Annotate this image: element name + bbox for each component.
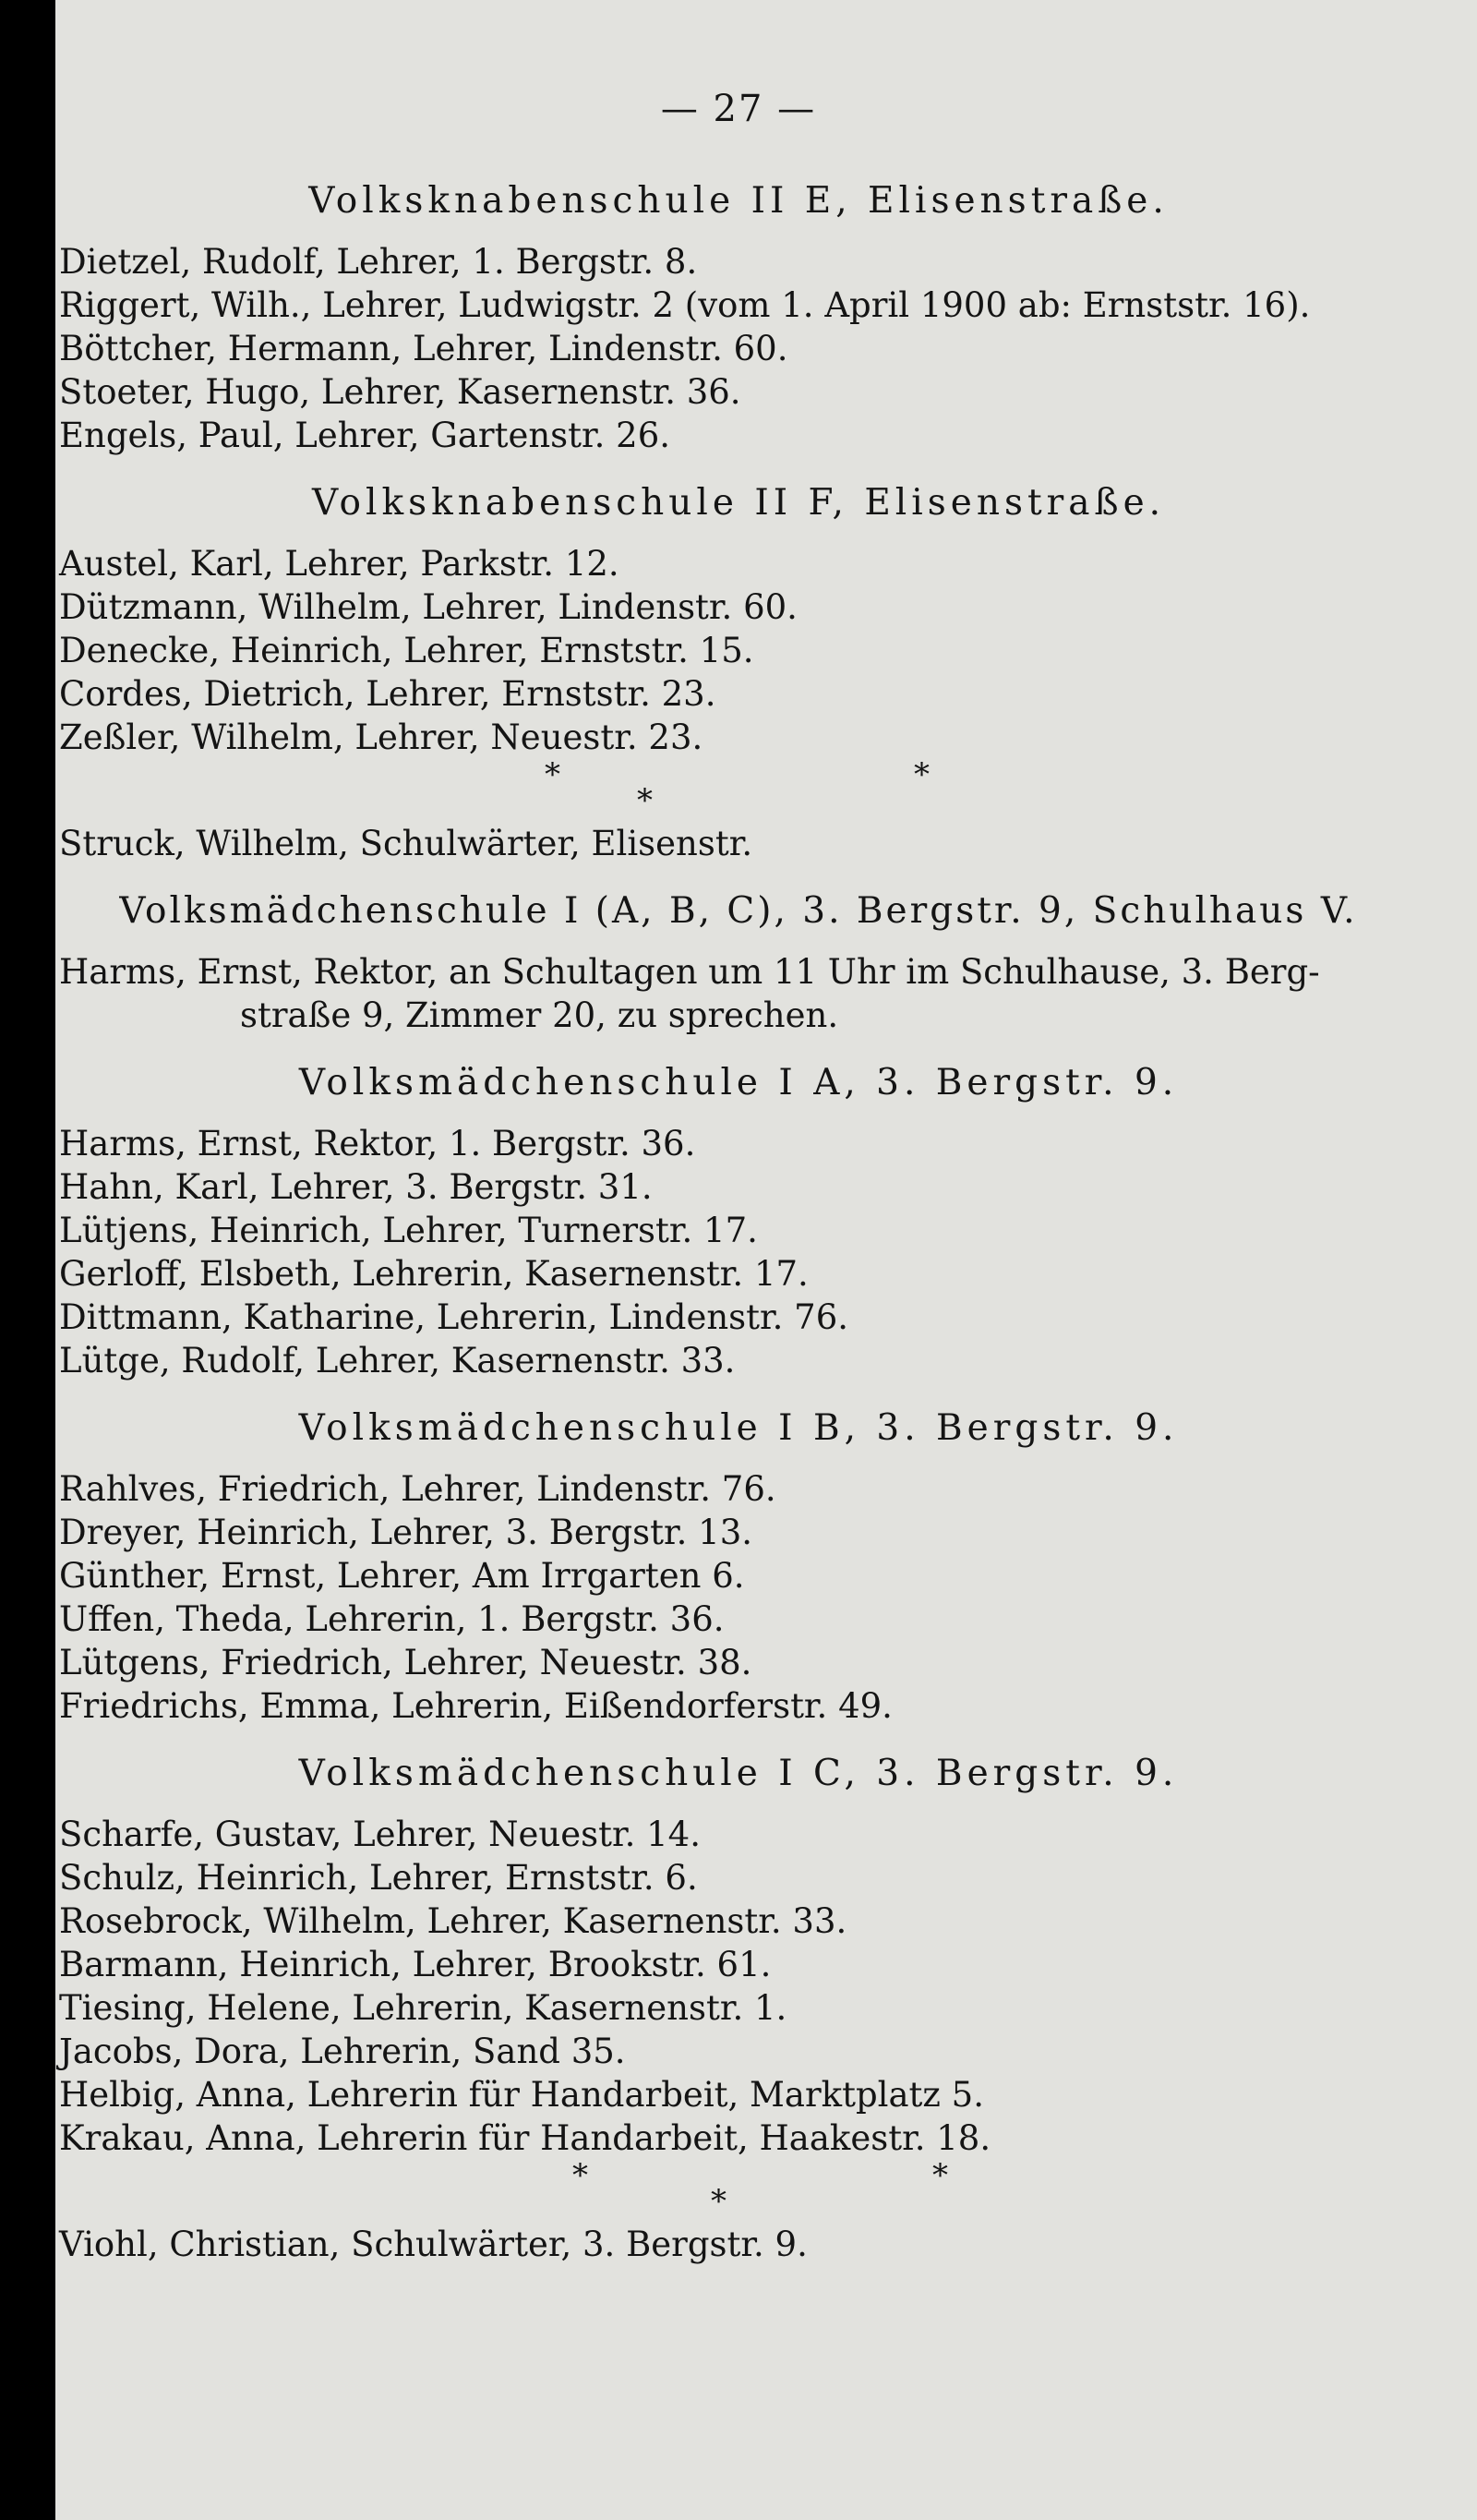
list-item: Friedrichs, Emma, Lehrerin, Eißendorferstr. 49. <box>59 1686 893 1726</box>
list-item: Riggert, Wilh., Lehrer, Ludwigstr. 2 (vom 1. April 1900 ab: Ernststr. 16). <box>59 285 1311 325</box>
list-item: Barmann, Heinrich, Lehrer, Brookstr. 61. <box>59 1945 772 1984</box>
separator-star: * <box>545 756 560 793</box>
list-item: Struck, Wilhelm, Schulwärter, Elisenstr. <box>59 824 753 863</box>
separator-star: * <box>932 2157 948 2194</box>
separator-stars <box>55 2157 1422 2220</box>
list-item: Lütgens, Friedrich, Lehrer, Neuestr. 38. <box>59 1643 752 1682</box>
list-item: Lütjens, Heinrich, Lehrer, Turnerstr. 17. <box>59 1211 758 1250</box>
list-item: Scharfe, Gustav, Lehrer, Neuestr. 14. <box>59 1815 701 1854</box>
list-item: Günther, Ernst, Lehrer, Am Irrgarten 6. <box>59 1556 745 1596</box>
list-item-continuation: straße 9, Zimmer 20, zu sprechen. <box>240 995 839 1035</box>
list-item: Böttcher, Hermann, Lehrer, Lindenstr. 60. <box>59 329 788 368</box>
list-item: Lütge, Rudolf, Lehrer, Kasernenstr. 33. <box>59 1341 736 1381</box>
separator-star: * <box>572 2157 588 2194</box>
separator-star: * <box>914 756 930 793</box>
section-volksmaedchenschule-1b <box>55 1406 1422 1728</box>
list-item: Harms, Ernst, Rektor, an Schultagen um 11 Uhr im Schulhause, 3. Berg- <box>59 952 1320 992</box>
list-item: Dittmann, Katharine, Lehrerin, Lindenstr. 76. <box>59 1297 849 1337</box>
list-item: Krakau, Anna, Lehrerin für Handarbeit, Haakestr. 18. <box>59 2118 991 2158</box>
list-item: Denecke, Heinrich, Lehrer, Ernststr. 15. <box>59 631 754 670</box>
section-volksknabenschule-2f <box>55 481 1422 865</box>
section-heading: Volksmädchenschule I C, 3. Bergstr. 9. <box>298 1753 1179 1794</box>
document-page <box>55 0 1477 2520</box>
list-item: Gerloff, Elsbeth, Lehrerin, Kasernenstr. 17. <box>59 1254 809 1294</box>
list-item: Austel, Karl, Lehrer, Parkstr. 12. <box>59 544 619 584</box>
section-volksmaedchenschule-1a <box>55 1061 1422 1382</box>
list-item: Tiesing, Helene, Lehrerin, Kasernenstr. 1. <box>59 1988 787 2028</box>
section-volksmaedchenschule-1c <box>55 1752 1422 2266</box>
section-heading: Volksknabenschule II F, Elisenstraße. <box>311 482 1166 524</box>
list-item: Rahlves, Friedrich, Lehrer, Lindenstr. 76. <box>59 1469 776 1509</box>
list-item: Rosebrock, Wilhelm, Lehrer, Kasernenstr. 33. <box>59 1901 847 1941</box>
list-item: Dreyer, Heinrich, Lehrer, 3. Bergstr. 13. <box>59 1513 753 1552</box>
list-item: Stoeter, Hugo, Lehrer, Kasernenstr. 36. <box>59 372 741 412</box>
list-item: Hahn, Karl, Lehrer, 3. Bergstr. 31. <box>59 1167 653 1207</box>
separator-star: * <box>711 2183 726 2220</box>
list-item: Cordes, Dietrich, Lehrer, Ernststr. 23. <box>59 674 716 714</box>
section-heading: Volksmädchenschule I A, 3. Bergstr. 9. <box>298 1062 1179 1103</box>
list-item: Helbig, Anna, Lehrerin für Handarbeit, Marktplatz 5. <box>59 2075 984 2115</box>
page-number: — 27 — <box>660 88 817 130</box>
list-item: Uffen, Theda, Lehrerin, 1. Bergstr. 36. <box>59 1599 725 1639</box>
list-item: Zeßler, Wilhelm, Lehrer, Neuestr. 23. <box>59 717 703 757</box>
section-heading: Volksknabenschule II E, Elisenstraße. <box>308 180 1169 222</box>
list-item: Jacobs, Dora, Lehrerin, Sand 35. <box>59 2032 626 2071</box>
section-heading: Volksmädchenschule I (A, B, C), 3. Bergstr. 9, Schulhaus V. <box>119 890 1358 932</box>
list-item: Dützmann, Wilhelm, Lehrer, Lindenstr. 60. <box>59 587 798 627</box>
list-item: Dietzel, Rudolf, Lehrer, 1. Bergstr. 8. <box>59 242 698 282</box>
separator-star: * <box>637 782 653 819</box>
section-heading: Volksmädchenschule I B, 3. Bergstr. 9. <box>298 1407 1179 1449</box>
list-item: Engels, Paul, Lehrer, Gartenstr. 26. <box>59 416 671 455</box>
section-volksknabenschule-2e <box>55 179 1422 457</box>
separator-stars <box>55 756 1422 819</box>
list-item: Schulz, Heinrich, Lehrer, Ernststr. 6. <box>59 1858 698 1898</box>
list-item: Viohl, Christian, Schulwärter, 3. Bergstr. 9. <box>59 2225 808 2264</box>
list-item: Harms, Ernst, Rektor, 1. Bergstr. 36. <box>59 1124 696 1164</box>
section-volksmaedchenschule-1 <box>55 889 1422 1037</box>
